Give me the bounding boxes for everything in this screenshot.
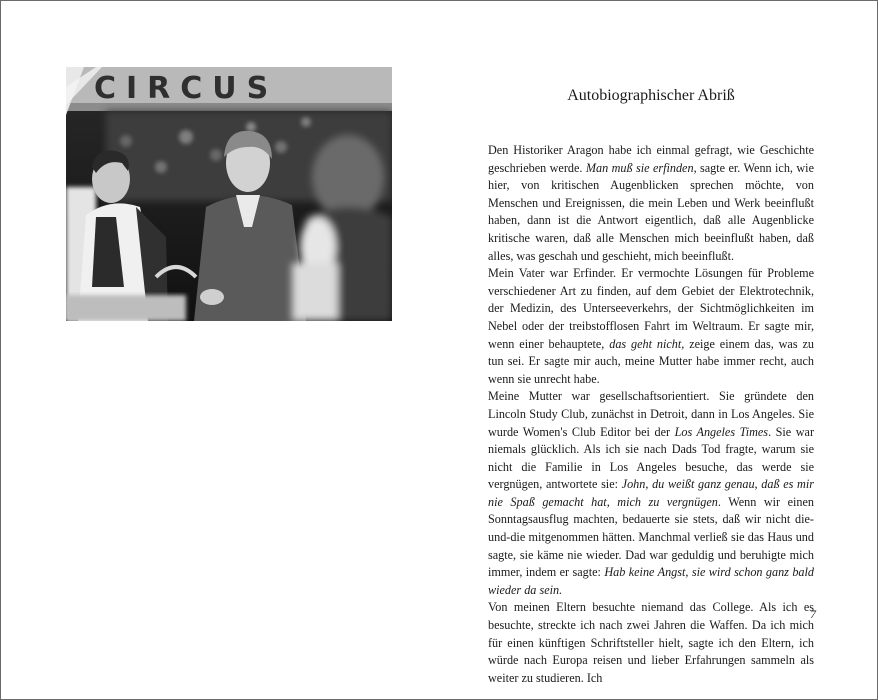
text-run: Meine Mutter war gesellschaftsorientiert. Sie gründete den Lincoln Study Club, zunächst in Detroit, dann in Los Angeles. Sie wurde Women's Club Editor bei der: [488, 389, 814, 439]
text-run: , zeige einem das, was zu tun sei. Er sagte mir auch, meine Mutter habe immer recht, auch wenn sie unrecht habe.: [488, 336, 814, 386]
page-number: 7: [810, 609, 816, 621]
paragraph: [488, 265, 814, 388]
italic-text-run: Hab keine Angst, sie wird schon ganz bald wieder da sein.: [488, 565, 814, 597]
circus-sign-text: CIRCUS: [94, 71, 279, 106]
paragraph: [488, 388, 814, 599]
italic-text-run: John, du weißt ganz genau, daß es mir nie Spaß gemacht hat, mich zu vergnügen: [488, 477, 814, 509]
text-run: Den Historiker Aragon habe ich einmal gefragt, wie Geschichte geschrieben werde.: [488, 143, 814, 175]
italic-text-run: Los Angeles Times: [674, 424, 769, 439]
photo-image: [66, 67, 392, 321]
text-run: , sagte er. Wenn ich, wie hier, von kritischen Augenblicken sprechen möchte, von Menschen und Ereignissen, die mein Leben und Werk beeinflußt haben, dann ist die Antwort eigentlich, daß alle Augenblicke kritische waren, daß alle Menschen mich beeinflußt haben, daß alles, was geschah und geschieht, mich beeinflußt.: [488, 160, 814, 263]
paragraph: [488, 142, 814, 265]
circus-photograph: [66, 67, 392, 321]
italic-text-run: Man muß sie erfinden: [585, 160, 694, 175]
chapter-title: Autobiographischer Abriß: [567, 87, 735, 104]
italic-text-run: das geht nicht: [609, 336, 682, 351]
body-text: [488, 142, 814, 687]
text-run: Mein Vater war Erfinder. Er vermochte Lösungen für Probleme verschiedener Art zu finden, auf dem Gebiet der Elektrotechnik, der Medizin, des Unterseeverkehrs, der Sichtmöglichkeiten im Nebel oder der treibstofflosen Fahrt im Weltraum. Er sagte mir, wenn einer behauptete,: [488, 266, 814, 351]
text-run: Von meinen Eltern besuchte niemand das College. Als ich es besuchte, streckte ich nach zwei Jahren die Waffen. Da ich mich für einen künftigen Schriftsteller hielt, sagte ich den Eltern, ich würde nach Europa reisen und lieber Erfahrungen sammeln als weiter zu studieren. Ich: [488, 600, 814, 685]
text-run: . Sie war niemals glücklich. Als ich sie nach Dads Tod fragte, warum sie nicht die Familie in Los Angeles besuche, das werde sie vergnügen, antwortete sie:: [488, 424, 815, 492]
paragraph: [488, 599, 814, 687]
text-run: . Wenn wir einen Sonntagsausflug machten, bedauerte sie stets, daß wir nicht die-und-die mitgenommen hätten. Manchmal verließ sie das Haus und sagte, sie käme nie wieder. Dad war geduldig und beruhigte mich immer, indem er sagte:: [488, 494, 815, 580]
